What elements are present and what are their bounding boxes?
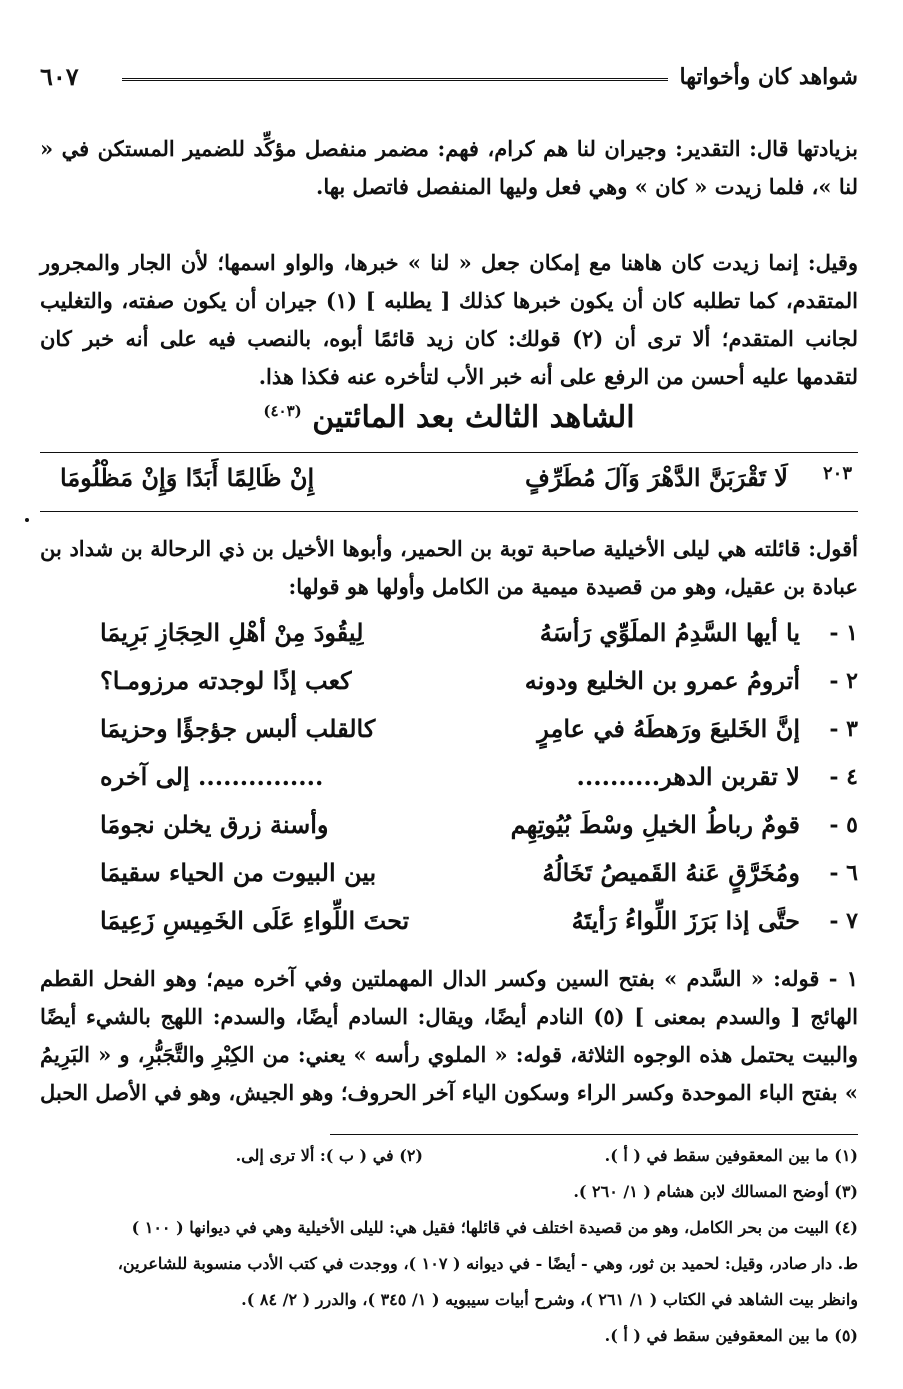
poem-first-hemistich: يا أيها السَّدِمُ الملَوِّي رَأسَهُ <box>539 618 800 647</box>
poem-line <box>40 612 858 660</box>
main-verse-box <box>40 452 858 512</box>
poem-first-hemistich: قومٌ رباطُ الخيلِ وسْطَ بُيُوتِهِم <box>510 810 800 839</box>
poem-line-number: ٤ - <box>829 764 858 790</box>
footnote-4-line-1: (٤) البيت من بحر الكامل، وهو من قصيدة اختلف في قائلها؛ فقيل هي: لليلى الأخيلية وهي في ديوانها ( ١٠٠ ) <box>131 1218 858 1237</box>
poem-line-number: ٢ - <box>829 668 858 694</box>
section-heading <box>40 400 858 435</box>
poem-second-hemistich: كالقلب ألبس جؤجؤًا وحزيمَا <box>100 714 376 743</box>
poem-line-number: ٧ - <box>829 908 858 934</box>
main-verse-second-hemistich: إِنْ ظَالِمًا أَبَدًا وَإِنْ مَظْلُومَا <box>60 463 315 492</box>
poem-first-hemistich: ومُخَرَّقٍ عَنهُ القَميصُ تَخَالُهُ <box>542 858 800 887</box>
poem-line <box>40 756 858 804</box>
main-verse-first-hemistich: لَا تَقْرَبَنَّ الدَّهْرَ وَآلَ مُطَرِّفٍ <box>525 463 788 492</box>
header-rule <box>122 78 668 84</box>
intro-paragraph-1: بزيادتها قال: التقدير: وجيران لنا هم كرام، فهم: مضمر منفصل مؤكِّد للضمير المستكن في « لنا »، فلما زيدت « كان » وهي فعل وليها المنفصل فاتصل بها. <box>40 136 858 199</box>
header-title: شواهد كان وأخواتها <box>679 64 858 90</box>
footnote-separator <box>330 1134 858 1135</box>
poem-second-hemistich: كعب إذًا لوجدته مرزومـا؟ <box>100 666 352 695</box>
footnote-5: (٥) ما بين المعقوفين سقط في ( أ ). <box>604 1326 858 1345</box>
poem-first-hemistich: أترومُ عمرو بن الخليع ودونه <box>524 666 800 695</box>
stray-dot <box>25 518 29 522</box>
poem-second-hemistich: وأسنة زرق يخلن نجومَا <box>100 810 329 839</box>
poem-second-hemistich: لِيقُودَ مِنْ أهْلِ الحِجَازِ بَرِيمَا <box>100 618 364 647</box>
footnote-1: (١) ما بين المعقوفين سقط في ( أ ). <box>604 1146 858 1165</box>
section-heading-text: الشاهد الثالث بعد المائتين <box>312 400 635 435</box>
footnote-4-line-3: وانظر بيت الشاهد في الكتاب ( ١/ ٢٦١ )، وشرح أبيات سيبويه ( ١/ ٣٤٥ )، والدرر ( ٢/ ٨٤ ). <box>241 1290 858 1309</box>
poem-first-hemistich: إنَّ الخَليعَ ورَهطَهُ في عامِرٍ <box>537 714 800 743</box>
explanation-paragraph: ١ - قوله: « السَّدم » بفتح السين وكسر الدال المهملتين وفي آخره ميم؛ وهو الفحل القطم الهائج [ والسدم بمعنى ] (٥) النادم أيضًا، ويقال: السادم أيضًا، والسدم: اللهج بالشيء أيضًا والبيت يحتمل هذه الوجوه الثلاثة، قوله: « الملوي رأسه » يعني: من الكِبْرِ والتَّجَبُّرِ، و « البَرِيمُ » بفتح الباء الموحدة وكسر الراء وسكون الياء آخر الحروف؛ وهو الجيش، وهو في الأصل الحبل <box>40 966 858 1105</box>
poem-line-number: ٦ - <box>829 860 858 886</box>
poem-second-hemistich: تحتَ اللِّواءِ عَلَى الخَمِيسِ زَعِيمَا <box>100 906 410 935</box>
poem-line <box>40 852 858 900</box>
poem-line <box>40 708 858 756</box>
page-number: ٦٠٧ <box>40 62 79 91</box>
poem-first-hemistich: حتَّى إذا بَرَزَ اللِّواءُ رَأيتَهُ <box>571 906 800 935</box>
poem-line <box>40 660 858 708</box>
intro-paragraph-2: وقيل: إنما زيدت كان هاهنا مع إمكان جعل « لنا » خبرها، والواو اسمها؛ لأن الجار والمجرور المتقدم، كما تطلبه كان أن يكون خبرها كذلك [ يطلبه ] (١) جيران أن يكون صفته، والتغليب لجانب المتقدم؛ ألا ترى أن (٢) قولك: كان زيد قائمًا أبوه، بالنصب فيه على أنه خبر كان لتقدمها عليه أحسن من الرفع على أنه خبر الأب لتأخره عنه فكذا هذا. <box>40 250 859 389</box>
footnote-3: (٣) أوضح المسالك لابن هشام ( ١/ ٢٦٠ ). <box>573 1182 858 1201</box>
poem-second-hemistich: ............... إلى آخره <box>100 762 324 791</box>
main-verse-number: ٢٠٣ <box>822 463 852 484</box>
poem-block <box>40 612 858 948</box>
running-header <box>40 58 858 98</box>
section-heading-note: (٤٠٣) <box>263 402 302 420</box>
footnote-4-line-2: ط. دار صادر، وقيل: لحميد بن ثور، وهي - أيضًا - في ديوانه ( ١٠٧ )، ووجدت في كتب الأدب منسوبة للشاعرين، <box>117 1254 858 1273</box>
commentary-paragraph: أقول: قائلته هي ليلى الأخيلية صاحبة توبة بن الحمير، وأبوها الأخيل بن ذي الرحالة بن شداد بن عبادة بن عقيل، وهو من قصيدة ميمية من الكامل وأولها هو قولها: <box>40 536 858 599</box>
poem-line-number: ١ - <box>829 620 858 646</box>
poem-line <box>40 804 858 852</box>
poem-second-hemistich: بين البيوت من الحياء سقيمَا <box>100 858 377 887</box>
poem-line-number: ٣ - <box>829 716 858 742</box>
footnote-2: (٢) في ( ب ): ألا ترى إلى. <box>235 1146 423 1165</box>
poem-first-hemistich: لا تقربن الدهر.......... <box>576 762 800 791</box>
poem-line-number: ٥ - <box>829 812 858 838</box>
poem-line <box>40 900 858 948</box>
